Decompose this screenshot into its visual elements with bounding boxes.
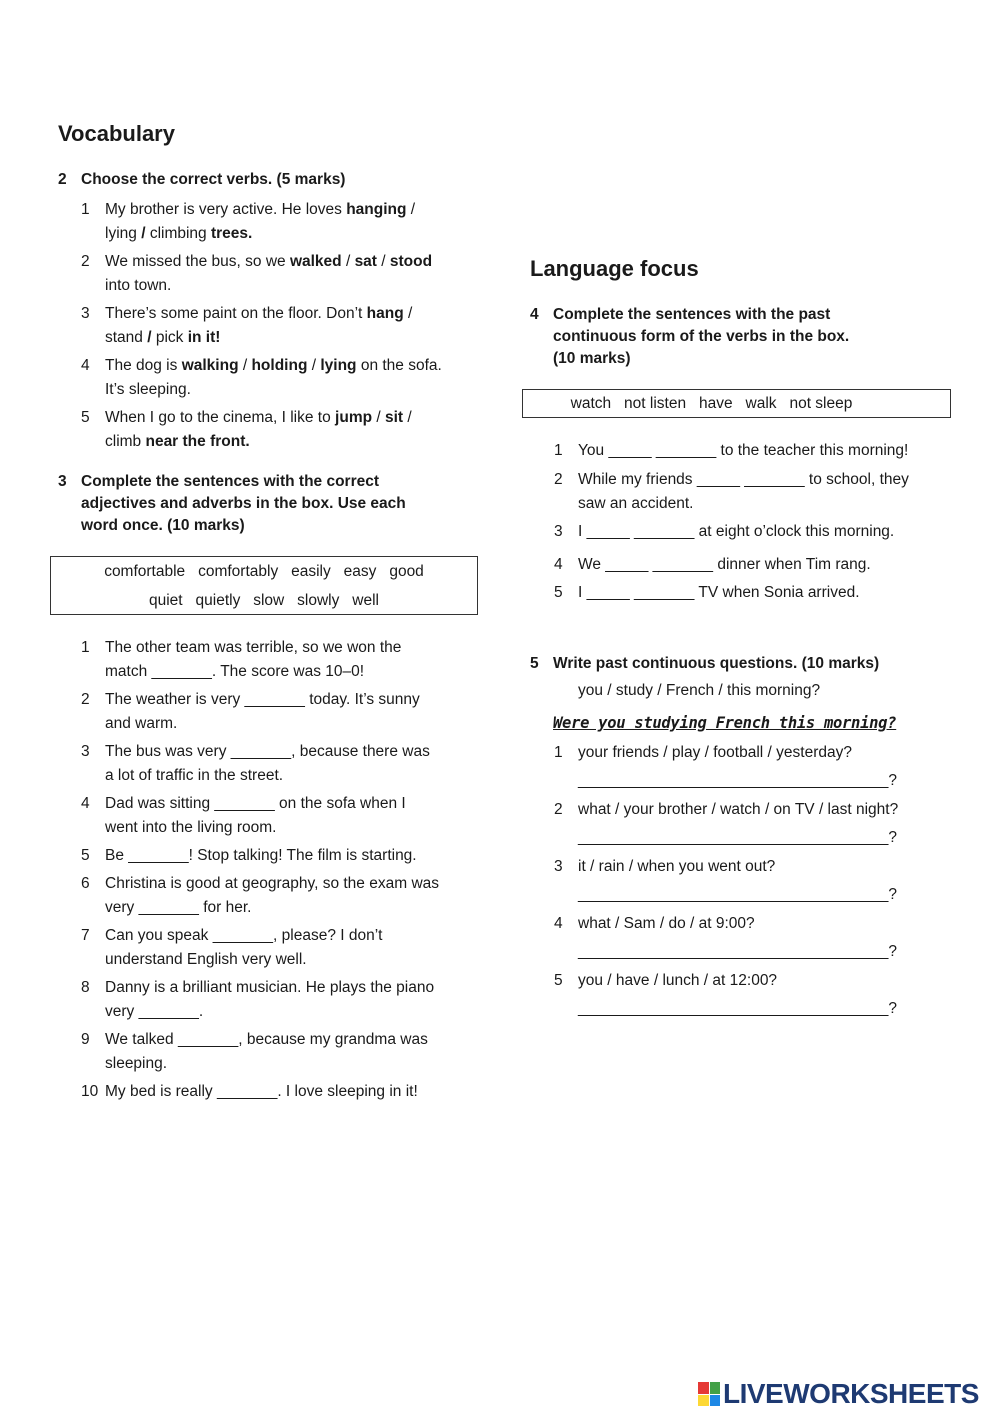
item-number: 2 [81, 253, 90, 270]
item-number: 4 [81, 357, 90, 374]
word-box-line: quiet quietly slow slowly well [148, 592, 379, 609]
verb-choice[interactable]: / [136, 224, 150, 242]
item-text-line [105, 378, 191, 402]
item-number: 2 [81, 691, 90, 708]
word-box [50, 556, 478, 615]
question-number: 5 [530, 655, 539, 672]
list-item [81, 924, 481, 972]
item-text-line: and warm. [105, 714, 178, 732]
text-segment: pick [155, 328, 184, 346]
item-text-line: While my friends _____ _______ to school, they [578, 471, 909, 488]
text-segment: / [403, 409, 412, 426]
list-item [554, 468, 974, 516]
item-text-line [105, 430, 250, 454]
verb-choice[interactable]: lying [320, 357, 357, 374]
text-segment: stand [105, 328, 143, 346]
list-item [554, 969, 974, 1021]
example-answer: Were you studying French this morning? [553, 714, 897, 732]
item-text-line [105, 406, 412, 430]
vocabulary-heading: Vocabulary [58, 121, 175, 146]
item-text-line [105, 354, 442, 378]
verb-choice[interactable]: jump [335, 409, 373, 426]
item-number: 1 [81, 201, 90, 218]
verb-choice[interactable]: near the front. [141, 432, 250, 450]
list-item [81, 688, 481, 736]
item-text-line: Dad was sitting _______ on the sofa when I [105, 795, 406, 812]
item-number: 5 [554, 972, 563, 989]
question-prompt: what / your brother / watch / on TV / last night? [578, 801, 899, 818]
item-text-line [105, 274, 171, 298]
question-marks: (5 marks) [276, 171, 346, 188]
item-number: 3 [81, 305, 90, 322]
text-segment: My brother is very active. He loves [105, 201, 347, 218]
question-3-heading [58, 471, 478, 537]
item-text-line: Be _______! Stop talking! The film is starting. [105, 847, 417, 864]
verb-choice[interactable]: sat [354, 253, 377, 270]
answer-line[interactable]: ____________________________________? [578, 886, 897, 903]
text-segment: into town. [105, 276, 172, 294]
list-item [81, 1080, 481, 1128]
item-text-line: I _____ _______ at eight o’clock this morning. [578, 523, 895, 540]
text-segment: / [238, 357, 252, 374]
item-text-line: The weather is very _______ today. It’s sunny [105, 691, 420, 708]
list-item [81, 406, 481, 454]
text-segment: / [406, 201, 416, 218]
question-2-heading [58, 169, 478, 191]
item-text-line: Christina is good at geography, so the exam was [105, 875, 440, 892]
list-item [81, 250, 481, 298]
item-text-line [105, 198, 415, 222]
list-item [81, 792, 481, 840]
list-item [81, 740, 481, 788]
item-number: 3 [81, 743, 90, 760]
item-text-line: saw an accident. [578, 494, 694, 512]
answer-line[interactable]: ____________________________________? [578, 943, 897, 960]
question-title-line: Complete the sentences with the correct [81, 473, 380, 490]
item-number: 3 [554, 523, 563, 540]
list-item [81, 354, 481, 402]
list-item [81, 872, 481, 920]
item-text-line: We _____ _______ dinner when Tim rang. [578, 556, 871, 573]
item-number: 4 [81, 795, 90, 812]
item-number: 1 [554, 744, 563, 761]
question-marks: (10 marks) [167, 517, 245, 534]
verb-choice[interactable]: walked [289, 253, 342, 270]
text-segment: / [372, 409, 385, 426]
item-number: 5 [554, 584, 563, 601]
question-number: 3 [58, 473, 67, 490]
question-title-line: word once. [81, 517, 163, 534]
item-text-line [105, 302, 412, 326]
list-item [81, 636, 481, 684]
word-box [522, 389, 951, 418]
question-prompt: it / rain / when you went out? [578, 858, 776, 875]
text-segment: There’s some paint on the floor. Don’t [105, 305, 367, 322]
text-segment: When I go to the cinema, I like to [105, 409, 336, 426]
item-text-line: You _____ _______ to the teacher this morning! [578, 442, 909, 459]
logo-mark-icon [698, 1382, 720, 1406]
text-segment: / [341, 253, 355, 270]
verb-choice[interactable]: stood [389, 253, 433, 270]
verb-choice[interactable]: hanging [346, 201, 407, 218]
list-item [554, 581, 974, 629]
item-number: 6 [81, 875, 90, 892]
answer-line[interactable]: ____________________________________? [578, 772, 897, 789]
answer-line[interactable]: ____________________________________? [578, 1000, 897, 1017]
question-number: 2 [58, 171, 67, 188]
question-title: Write past continuous questions. [553, 655, 798, 672]
item-number: 10 [81, 1083, 99, 1100]
item-number: 2 [554, 471, 563, 488]
question-prompt: you / have / lunch / at 12:00? [578, 972, 778, 989]
item-text-line: Can you speak _______, please? I don’t [105, 927, 383, 944]
item-text-line [105, 326, 220, 350]
item-number: 1 [554, 442, 563, 459]
text-segment: The dog is [105, 357, 182, 374]
question-title: Choose the correct verbs. [81, 171, 273, 188]
verb-choice[interactable]: hang [366, 305, 404, 322]
item-text-line: understand English very well. [105, 950, 307, 968]
language-focus-heading: Language focus [530, 256, 699, 281]
item-number: 5 [81, 847, 90, 864]
text-segment: It’s sleeping. [105, 380, 191, 398]
answer-line[interactable]: ____________________________________? [578, 829, 897, 846]
question-5-heading [530, 653, 970, 675]
list-item [81, 198, 481, 246]
item-text-line [105, 250, 432, 274]
item-text-line: match _______. The score was 10–0! [105, 662, 365, 680]
question-number: 4 [530, 306, 539, 323]
text-segment: lying [105, 224, 137, 242]
question-prompt: your friends / play / football / yesterday? [578, 744, 852, 761]
item-text-line: went into the living room. [105, 818, 277, 836]
item-text-line: The bus was very _______, because there was [105, 743, 430, 760]
item-number: 4 [554, 556, 563, 573]
text-segment: / [307, 357, 321, 374]
item-text-line: very _______. [105, 1002, 204, 1020]
question-title-line: Complete the sentences with the past [553, 306, 831, 323]
item-text-line: a lot of traffic in the street. [105, 766, 284, 784]
item-text-line: The other team was terrible, so we won the [105, 639, 402, 656]
text-segment: climb [105, 432, 142, 450]
logo-text: LIVEWORKSHEETS [723, 1378, 979, 1409]
verb-choice[interactable]: walking [181, 357, 239, 374]
text-segment: We missed the bus, so we [105, 253, 290, 270]
text-segment: / [403, 305, 413, 322]
question-marks: (10 marks) [801, 655, 880, 672]
item-number: 9 [81, 1031, 90, 1048]
question-4-heading [530, 304, 970, 370]
item-text-line: Danny is a brilliant musician. He plays the piano [105, 979, 435, 996]
verb-choice[interactable]: holding [251, 357, 308, 374]
list-item [81, 1028, 481, 1076]
list-item [554, 798, 974, 850]
item-number: 4 [554, 915, 563, 932]
list-item [554, 741, 974, 793]
text-segment: / [376, 253, 390, 270]
item-text-line [105, 222, 252, 246]
question-title-line: adjectives and adverbs in the box. Use each [81, 495, 406, 512]
verb-choice[interactable]: trees. [206, 224, 253, 242]
item-text-line: We talked _______, because my grandma was [105, 1031, 428, 1048]
question-marks: (10 marks) [553, 350, 631, 367]
word-box-line: watch not listen have walk not sleep [570, 395, 853, 412]
verb-choice[interactable]: in it! [183, 328, 221, 346]
item-number: 2 [554, 801, 563, 818]
liveworksheets-logo [698, 1378, 979, 1410]
list-item [81, 976, 481, 1024]
item-number: 3 [554, 858, 563, 875]
item-text-line: sleeping. [105, 1054, 168, 1072]
item-number: 7 [81, 927, 90, 944]
item-number: 1 [81, 639, 90, 656]
verb-choice[interactable]: / [142, 328, 156, 346]
example-prompt: you / study / French / this morning? [578, 682, 821, 699]
list-item [81, 302, 481, 350]
text-segment: on the sofa. [356, 357, 442, 374]
item-text-line: My bed is really _______. I love sleeping in it! [105, 1083, 418, 1100]
item-text-line: I _____ _______ TV when Sonia arrived. [578, 584, 860, 601]
question-prompt: what / Sam / do / at 9:00? [578, 915, 755, 932]
verb-choice[interactable]: sit [385, 409, 404, 426]
text-segment: climbing [149, 224, 207, 242]
list-item [554, 912, 974, 964]
item-number: 5 [81, 409, 90, 426]
word-box-line: comfortable comfortably easily easy good [104, 563, 424, 580]
question-title-line: continuous form of the verbs in the box. [553, 328, 850, 345]
item-text-line: very _______ for her. [105, 898, 252, 916]
list-item [554, 855, 974, 907]
item-number: 8 [81, 979, 90, 996]
